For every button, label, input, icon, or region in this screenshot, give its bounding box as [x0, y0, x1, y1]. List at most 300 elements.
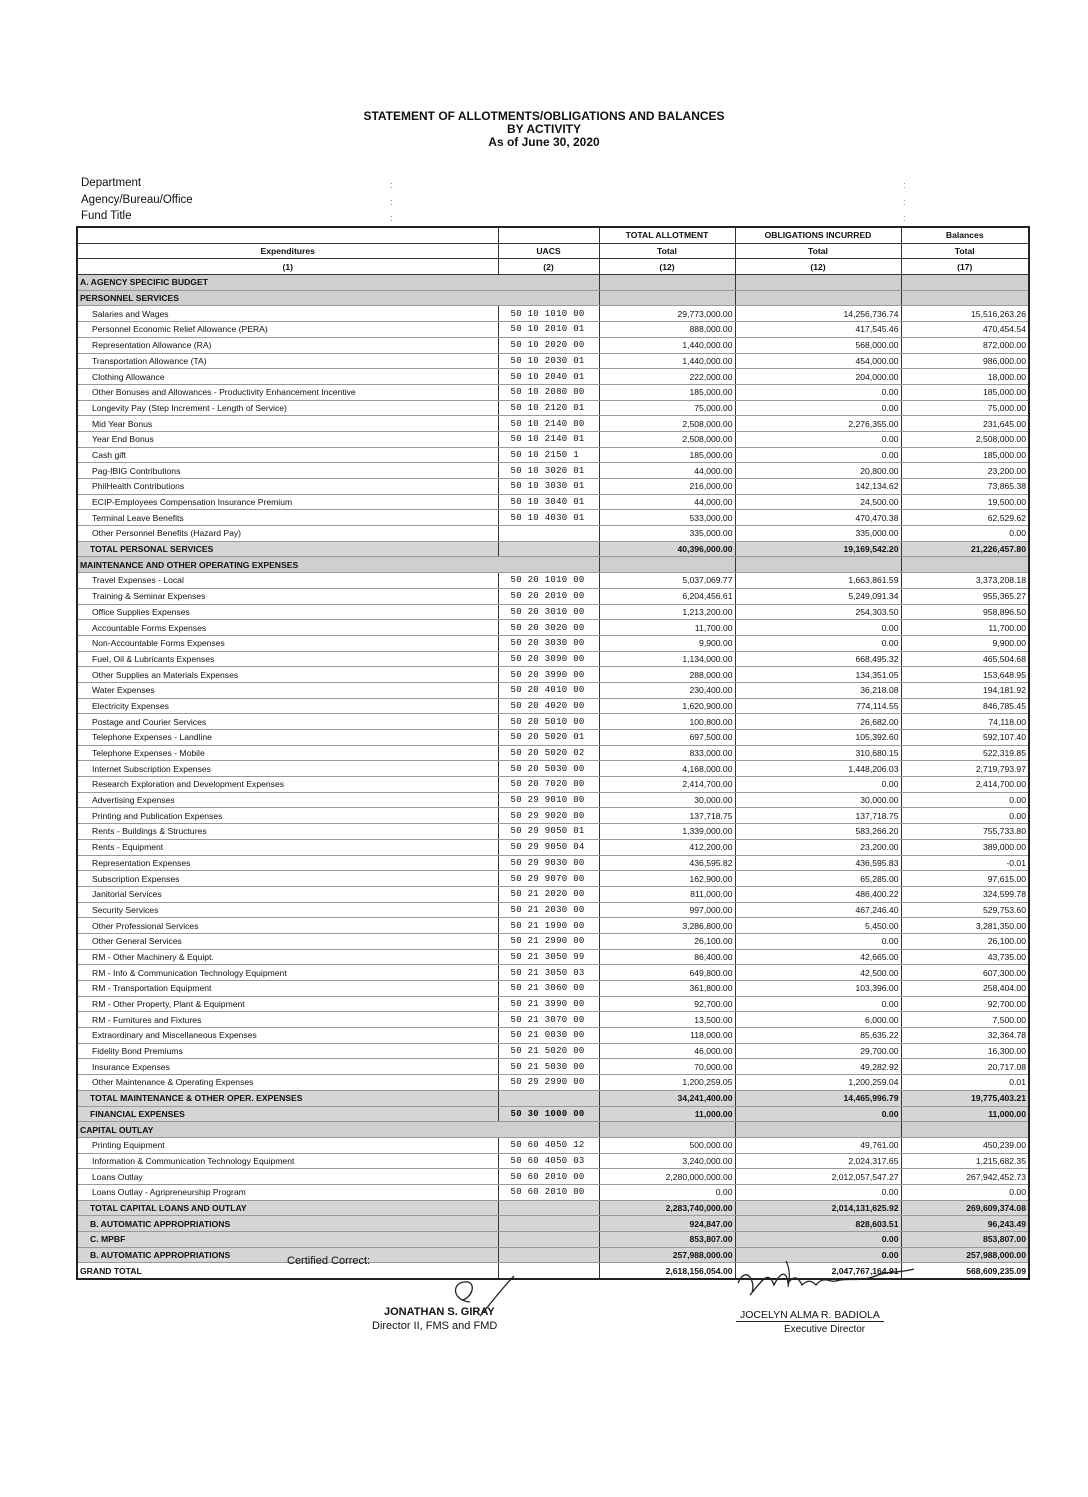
table-row — [77, 777, 1029, 793]
allotment-cell: 185,000.00 — [599, 447, 735, 463]
meta-colon: : — [903, 180, 906, 190]
balance-cell: 755,733.80 — [901, 824, 1029, 840]
allotment-cell: 2,283,740,000.00 — [599, 1200, 735, 1216]
obligations-cell: 30,000.00 — [735, 792, 901, 808]
allotment-cell: 30,000.00 — [599, 792, 735, 808]
obligations-cell: 0.00 — [735, 777, 901, 793]
expenditure-cell: B. AUTOMATIC APPROPRIATIONS — [77, 1247, 498, 1263]
balance-cell: 185,000.00 — [901, 447, 1029, 463]
expenditure-cell: Accountable Forms Expenses — [77, 620, 498, 636]
report-title-block — [0, 110, 1088, 149]
balance-cell: 74,118.00 — [901, 714, 1029, 730]
expenditure-cell: Cash gift — [77, 447, 498, 463]
obligations-cell: 583,266.20 — [735, 824, 901, 840]
report-subtitle: BY ACTIVITY — [506, 122, 581, 136]
expenditure-cell: Janitorial Services — [77, 886, 498, 902]
obligations-cell: 42,500.00 — [735, 965, 901, 981]
table-row — [77, 1075, 1029, 1091]
balance-cell: 11,000.00 — [901, 1106, 1029, 1122]
allotment-cell: 13,500.00 — [599, 1012, 735, 1028]
empty-cell — [735, 275, 901, 291]
allotment-cell: 833,000.00 — [599, 745, 735, 761]
uacs-cell: 50 10 2120 01 — [498, 400, 599, 416]
obligations-cell: 6,000.00 — [735, 1012, 901, 1028]
balance-cell: 568,609,235.09 — [901, 1263, 1029, 1279]
allotment-cell: 11,000.00 — [599, 1106, 735, 1122]
allotment-cell: 3,286,800.00 — [599, 918, 735, 934]
table-row — [77, 902, 1029, 918]
balance-cell: 3,281,350.00 — [901, 918, 1029, 934]
allotment-cell: 1,440,000.00 — [599, 353, 735, 369]
header-balances: Balances — [901, 227, 1029, 243]
left-signatory-title: Director II, FMS and FMD — [372, 1320, 498, 1332]
obligations-cell: 26,682.00 — [735, 714, 901, 730]
expenditure-cell: Security Services — [77, 902, 498, 918]
expenditure-cell: TOTAL MAINTENANCE & OTHER OPER. EXPENSES — [77, 1090, 498, 1106]
allotment-cell: 75,000.00 — [599, 400, 735, 416]
table-row — [77, 573, 1029, 589]
uacs-cell: 50 10 2040 01 — [498, 369, 599, 385]
table-row — [77, 792, 1029, 808]
table-row — [77, 353, 1029, 369]
obligations-cell: 137,718.75 — [735, 808, 901, 824]
expenditure-cell: RM - Transportation Equipment — [77, 981, 498, 997]
uacs-cell: 50 21 3060 00 — [498, 981, 599, 997]
obligations-cell: 204,000.00 — [735, 369, 901, 385]
section-label: CAPITAL OUTLAY — [77, 1122, 599, 1138]
balance-cell: 21,226,457.80 — [901, 541, 1029, 557]
uacs-cell: 50 20 3090 00 — [498, 651, 599, 667]
uacs-cell: 50 29 9010 00 — [498, 792, 599, 808]
table-body — [77, 275, 1029, 1280]
right-signature — [728, 1255, 923, 1309]
table-row — [77, 855, 1029, 871]
allotment-cell: 5,037,069.77 — [599, 573, 735, 589]
expenditure-cell: Printing Equipment — [77, 1137, 498, 1153]
allotment-cell: 853,807.00 — [599, 1232, 735, 1248]
uacs-cell: 50 10 2150 1 — [498, 447, 599, 463]
meta-colon: : — [903, 213, 906, 223]
uacs-cell — [498, 1090, 599, 1106]
uacs-cell: 50 20 5010 00 — [498, 714, 599, 730]
expenditure-cell: Other General Services — [77, 933, 498, 949]
table-row — [77, 1137, 1029, 1153]
balance-cell: 258,404.00 — [901, 981, 1029, 997]
expenditure-cell: RM - Other Property, Plant & Equipment — [77, 996, 498, 1012]
allotment-cell: 1,200,259.05 — [599, 1075, 735, 1091]
empty-cell — [735, 290, 901, 306]
allotment-cell: 412,200.00 — [599, 839, 735, 855]
allotment-cell: 2,508,000.00 — [599, 431, 735, 447]
expenditure-cell: Postage and Courier Services — [77, 714, 498, 730]
table-row — [77, 745, 1029, 761]
table-row — [77, 981, 1029, 997]
balance-cell: 0.01 — [901, 1075, 1029, 1091]
uacs-cell — [498, 1232, 599, 1248]
allotment-cell: 997,000.00 — [599, 902, 735, 918]
balance-cell: 2,414,700.00 — [901, 777, 1029, 793]
uacs-cell: 50 20 7020 00 — [498, 777, 599, 793]
balance-cell: 267,942,452.73 — [901, 1169, 1029, 1185]
table-row — [77, 1184, 1029, 1200]
allotment-cell: 1,134,000.00 — [599, 651, 735, 667]
report-title: STATEMENT OF ALLOTMENTS/OBLIGATIONS AND BALANCES — [363, 109, 725, 123]
expenditure-cell: Loans Outlay - Agripreneurship Program — [77, 1184, 498, 1200]
obligations-cell: 1,448,206.03 — [735, 761, 901, 777]
uacs-cell: 50 21 2990 00 — [498, 933, 599, 949]
allotment-cell: 1,620,900.00 — [599, 698, 735, 714]
balance-cell: 958,896.50 — [901, 604, 1029, 620]
right-signatory-title: Executive Director — [784, 1324, 866, 1335]
section-row — [77, 290, 1029, 306]
obligations-cell: 20,800.00 — [735, 463, 901, 479]
uacs-cell: 50 29 9020 00 — [498, 808, 599, 824]
uacs-cell: 50 29 9050 04 — [498, 839, 599, 855]
expenditure-cell: Information & Communication Technology Equipment — [77, 1153, 498, 1169]
empty-cell — [901, 1122, 1029, 1138]
balance-cell: 11,700.00 — [901, 620, 1029, 636]
table-row — [77, 651, 1029, 667]
uacs-cell — [498, 541, 599, 557]
balance-cell: 470,454.54 — [901, 322, 1029, 338]
expenditure-cell: Travel Expenses - Local — [77, 573, 498, 589]
allotment-cell: 3,240,000.00 — [599, 1153, 735, 1169]
uacs-cell — [498, 1200, 599, 1216]
obligations-cell: 668,495.32 — [735, 651, 901, 667]
uacs-cell: 50 20 3010 00 — [498, 604, 599, 620]
obligations-cell: 335,000.00 — [735, 526, 901, 542]
table-row — [77, 933, 1029, 949]
total-row — [77, 1232, 1029, 1248]
balance-cell: 955,365.27 — [901, 588, 1029, 604]
obligations-cell: 49,282.92 — [735, 1059, 901, 1075]
uacs-cell: 50 60 2010 00 — [498, 1169, 599, 1185]
meta-colon: : — [390, 180, 393, 190]
allotment-cell: 44,000.00 — [599, 463, 735, 479]
section-label: A. AGENCY SPECIFIC BUDGET — [77, 275, 599, 291]
balance-cell: 16,300.00 — [901, 1043, 1029, 1059]
obligations-cell: 0.00 — [735, 620, 901, 636]
obligations-cell: 2,024,317.65 — [735, 1153, 901, 1169]
balance-cell: 0.00 — [901, 526, 1029, 542]
expenditure-cell: Fidelity Bond Premiums — [77, 1043, 498, 1059]
allotment-cell: 335,000.00 — [599, 526, 735, 542]
balance-cell: 231,645.00 — [901, 416, 1029, 432]
section-label: PERSONNEL SERVICES — [77, 290, 599, 306]
obligations-cell: 5,249,091.34 — [735, 588, 901, 604]
table-row — [77, 761, 1029, 777]
expenditure-cell: Pag-IBIG Contributions — [77, 463, 498, 479]
obligations-cell: 1,200,259.04 — [735, 1075, 901, 1091]
balance-cell: 73,865.38 — [901, 479, 1029, 495]
table-row — [77, 384, 1029, 400]
uacs-cell: 50 29 9030 00 — [498, 855, 599, 871]
expenditure-cell: Loans Outlay — [77, 1169, 498, 1185]
expenditure-cell: TOTAL PERSONAL SERVICES — [77, 541, 498, 557]
expenditure-cell: Year End Bonus — [77, 431, 498, 447]
table-row — [77, 996, 1029, 1012]
expenditure-cell: B. AUTOMATIC APPROPRIATIONS — [77, 1216, 498, 1232]
meta-colon: : — [390, 197, 393, 207]
uacs-cell: 50 21 1990 00 — [498, 918, 599, 934]
table-row — [77, 400, 1029, 416]
header-allotment: TOTAL ALLOTMENT — [599, 227, 735, 243]
balance-cell: 986,000.00 — [901, 353, 1029, 369]
right-signatory-name: JOCELYN ALMA R. BADIOLA — [736, 1309, 884, 1322]
allotment-cell: 2,508,000.00 — [599, 416, 735, 432]
table-row — [77, 588, 1029, 604]
expenditure-cell: Advertising Expenses — [77, 792, 498, 808]
allotment-cell: 118,000.00 — [599, 1028, 735, 1044]
allotment-cell: 257,988,000.00 — [599, 1247, 735, 1263]
table-row — [77, 1012, 1029, 1028]
balance-cell: 23,200.00 — [901, 463, 1029, 479]
obligations-cell: 65,285.00 — [735, 871, 901, 887]
allotment-cell: 222,000.00 — [599, 369, 735, 385]
expenditure-cell: Personnel Economic Relief Allowance (PERA) — [77, 322, 498, 338]
uacs-cell: 50 20 2010 00 — [498, 588, 599, 604]
allotment-cell: 9,900.00 — [599, 635, 735, 651]
uacs-cell: 50 60 4050 03 — [498, 1153, 599, 1169]
allotment-cell: 500,000.00 — [599, 1137, 735, 1153]
report-meta — [81, 175, 193, 225]
uacs-cell: 50 21 5030 00 — [498, 1059, 599, 1075]
uacs-cell: 50 20 5030 00 — [498, 761, 599, 777]
empty-cell — [735, 557, 901, 573]
table-row — [77, 416, 1029, 432]
uacs-cell: 50 10 2030 01 — [498, 353, 599, 369]
obligations-cell: 105,392.60 — [735, 730, 901, 746]
obligations-cell: 19,169,542.20 — [735, 541, 901, 557]
expenditure-cell: Salaries and Wages — [77, 306, 498, 322]
allotment-cell: 70,000.00 — [599, 1059, 735, 1075]
balance-cell: 15,516,263.26 — [901, 306, 1029, 322]
allotment-cell: 2,618,156,054.00 — [599, 1263, 735, 1279]
expenditure-cell: Other Personnel Benefits (Hazard Pay) — [77, 526, 498, 542]
allotment-cell: 6,204,456.61 — [599, 588, 735, 604]
meta-colon: : — [903, 197, 906, 207]
allotment-cell: 137,718.75 — [599, 808, 735, 824]
obligations-cell: 42,665.00 — [735, 949, 901, 965]
expenditure-cell: RM - Furnitures and Fixtures — [77, 1012, 498, 1028]
obligations-cell: 29,700.00 — [735, 1043, 901, 1059]
table-row — [77, 1059, 1029, 1075]
table-row — [77, 431, 1029, 447]
left-signatory-name: JONATHAN S. GIRAY — [384, 1306, 495, 1318]
uacs-cell: 50 21 3070 00 — [498, 1012, 599, 1028]
allotment-cell: 924,847.00 — [599, 1216, 735, 1232]
obligations-cell: 454,000.00 — [735, 353, 901, 369]
allotment-cell: 2,280,000,000.00 — [599, 1169, 735, 1185]
uacs-cell: 50 20 3990 00 — [498, 667, 599, 683]
obligations-cell: 0.00 — [735, 635, 901, 651]
obligations-cell: 0.00 — [735, 996, 901, 1012]
allotment-cell: 216,000.00 — [599, 479, 735, 495]
uacs-cell: 50 20 4010 00 — [498, 682, 599, 698]
balance-cell: 194,181.92 — [901, 682, 1029, 698]
fund-title-label: Fund Title — [81, 210, 132, 222]
expenditure-cell: Insurance Expenses — [77, 1059, 498, 1075]
allotment-cell: 100,800.00 — [599, 714, 735, 730]
balance-cell: 324,599.78 — [901, 886, 1029, 902]
allotment-cell: 811,000.00 — [599, 886, 735, 902]
table-row — [77, 322, 1029, 338]
obligations-cell: 134,351.05 — [735, 667, 901, 683]
table-row — [77, 730, 1029, 746]
obligations-cell: 0.00 — [735, 384, 901, 400]
table-row — [77, 479, 1029, 495]
obligations-cell: 486,400.22 — [735, 886, 901, 902]
section-label: MAINTENANCE AND OTHER OPERATING EXPENSES — [77, 557, 599, 573]
allotment-cell: 26,100.00 — [599, 933, 735, 949]
balance-cell: 75,000.00 — [901, 400, 1029, 416]
uacs-cell — [498, 1216, 599, 1232]
expenditure-cell: Printing and Publication Expenses — [77, 808, 498, 824]
uacs-cell: 50 21 2020 00 — [498, 886, 599, 902]
obligations-cell: 23,200.00 — [735, 839, 901, 855]
expenditure-cell: C. MPBF — [77, 1232, 498, 1248]
uacs-cell: 50 21 3990 00 — [498, 996, 599, 1012]
table-row — [77, 698, 1029, 714]
uacs-cell: 50 21 0030 00 — [498, 1028, 599, 1044]
obligations-cell: 85,635.22 — [735, 1028, 901, 1044]
obligations-cell: 14,256,736.74 — [735, 306, 901, 322]
header-row — [77, 243, 1029, 259]
balance-cell: 529,753.60 — [901, 902, 1029, 918]
expenditure-cell: Internet Subscription Expenses — [77, 761, 498, 777]
header-uacs: UACS — [498, 243, 599, 259]
balance-cell: 43,735.00 — [901, 949, 1029, 965]
balance-cell: 269,609,374.08 — [901, 1200, 1029, 1216]
header-col-number: (17) — [901, 259, 1029, 275]
header-expenditures: Expenditures — [77, 243, 498, 259]
uacs-cell: 50 29 9050 01 — [498, 824, 599, 840]
balance-cell: 592,107.40 — [901, 730, 1029, 746]
allotment-cell: 230,400.00 — [599, 682, 735, 698]
header-col-number: (1) — [77, 259, 498, 275]
table-row — [77, 886, 1029, 902]
empty-cell — [901, 290, 1029, 306]
uacs-cell — [498, 1247, 599, 1263]
allotment-cell: 436,595.82 — [599, 855, 735, 871]
obligations-cell: 828,603.51 — [735, 1216, 901, 1232]
expenditure-cell: Other Maintenance & Operating Expenses — [77, 1075, 498, 1091]
section-row — [77, 275, 1029, 291]
uacs-cell: 50 21 5020 00 — [498, 1043, 599, 1059]
balance-cell: 853,807.00 — [901, 1232, 1029, 1248]
obligations-cell: 417,545.46 — [735, 322, 901, 338]
balance-cell: 0.00 — [901, 808, 1029, 824]
header-row — [77, 259, 1029, 275]
balance-cell: 92,700.00 — [901, 996, 1029, 1012]
balance-cell: 872,000.00 — [901, 337, 1029, 353]
obligations-cell: 0.00 — [735, 933, 901, 949]
table-row — [77, 604, 1029, 620]
uacs-cell: 50 29 9070 00 — [498, 871, 599, 887]
expenditure-cell: Other Bonuses and Allowances - Productivity Enhancement Incentive — [77, 384, 498, 400]
expenditure-cell: Mid Year Bonus — [77, 416, 498, 432]
balance-cell: 450,239.00 — [901, 1137, 1029, 1153]
table-row — [77, 447, 1029, 463]
allotment-cell: 361,800.00 — [599, 981, 735, 997]
expenditure-cell: ECIP-Employees Compensation Insurance Premium — [77, 494, 498, 510]
balance-cell: 0.00 — [901, 1184, 1029, 1200]
balance-cell: 97,615.00 — [901, 871, 1029, 887]
uacs-cell: 50 21 3050 99 — [498, 949, 599, 965]
header-col-number: (12) — [599, 259, 735, 275]
allotment-cell: 86,400.00 — [599, 949, 735, 965]
obligations-cell: 103,396.00 — [735, 981, 901, 997]
expenditure-cell: Fuel, Oil & Lubricants Expenses — [77, 651, 498, 667]
expenditure-cell: Other Supplies an Materials Expenses — [77, 667, 498, 683]
expenditure-cell: Office Supplies Expenses — [77, 604, 498, 620]
expenditure-cell: Telephone Expenses - Landline — [77, 730, 498, 746]
header-cell — [498, 227, 599, 243]
balance-cell: 185,000.00 — [901, 384, 1029, 400]
allotment-cell: 44,000.00 — [599, 494, 735, 510]
table-row — [77, 463, 1029, 479]
allotment-cell: 288,000.00 — [599, 667, 735, 683]
expenditure-cell: Research Exploration and Development Expenses — [77, 777, 498, 793]
header-obligations: OBLIGATIONS INCURRED — [735, 227, 901, 243]
allotment-cell: 533,000.00 — [599, 510, 735, 526]
table-row — [77, 682, 1029, 698]
obligations-cell: 49,761.00 — [735, 1137, 901, 1153]
header-col-number: (2) — [498, 259, 599, 275]
uacs-cell: 50 10 2080 00 — [498, 384, 599, 400]
balance-cell: 7,500.00 — [901, 1012, 1029, 1028]
uacs-cell: 50 60 4050 12 — [498, 1137, 599, 1153]
expenditure-cell: Rents - Equipment — [77, 839, 498, 855]
empty-cell — [599, 290, 735, 306]
empty-cell — [735, 1122, 901, 1138]
expenditure-cell: Subscription Expenses — [77, 871, 498, 887]
balance-cell: -0.01 — [901, 855, 1029, 871]
header-row — [77, 227, 1029, 243]
report-date: As of June 30, 2020 — [488, 135, 600, 149]
table-row — [77, 714, 1029, 730]
balance-cell: 3,373,208.18 — [901, 573, 1029, 589]
allotment-cell: 1,339,000.00 — [599, 824, 735, 840]
allotment-cell: 4,168,000.00 — [599, 761, 735, 777]
uacs-cell: 50 29 2990 00 — [498, 1075, 599, 1091]
expenditure-cell: Transportation Allowance (TA) — [77, 353, 498, 369]
balance-cell: 32,364.78 — [901, 1028, 1029, 1044]
header-balances-total: Total — [901, 243, 1029, 259]
expenditure-cell: Clothing Allowance — [77, 369, 498, 385]
uacs-cell: 50 20 1010 00 — [498, 573, 599, 589]
balance-cell: 1,215,682.35 — [901, 1153, 1029, 1169]
expenditure-cell: Longevity Pay (Step Increment - Length of Service) — [77, 400, 498, 416]
uacs-cell: 50 10 3030 01 — [498, 479, 599, 495]
balance-cell: 9,900.00 — [901, 635, 1029, 651]
uacs-cell — [498, 526, 599, 542]
expenditure-cell: FINANCIAL EXPENSES — [77, 1106, 498, 1122]
expenditure-cell: Electricity Expenses — [77, 698, 498, 714]
expenditure-cell: Training & Seminar Expenses — [77, 588, 498, 604]
department-label: Department — [81, 177, 142, 189]
expenditure-cell: Water Expenses — [77, 682, 498, 698]
allotment-cell: 29,773,000.00 — [599, 306, 735, 322]
obligations-cell: 0.00 — [735, 1232, 901, 1248]
table-row — [77, 1153, 1029, 1169]
obligations-cell: 310,680.15 — [735, 745, 901, 761]
empty-cell — [599, 557, 735, 573]
obligations-cell: 2,047,767,164.91 — [735, 1263, 901, 1279]
table-row — [77, 337, 1029, 353]
table-row — [77, 635, 1029, 651]
empty-cell — [599, 275, 735, 291]
